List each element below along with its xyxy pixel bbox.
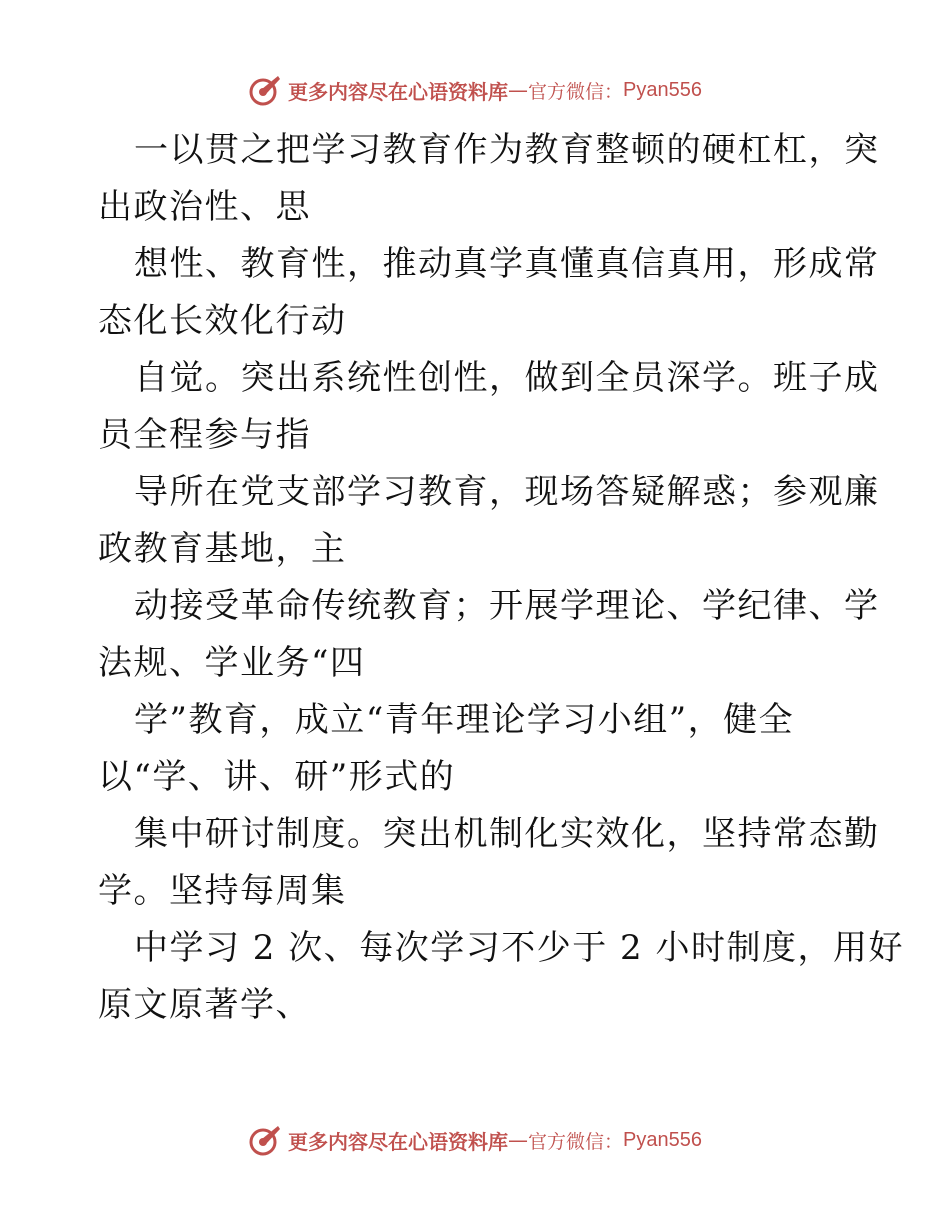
text-line: 出政治性、思 <box>98 187 311 227</box>
footer-wechat-account: Pyan556 <box>623 1128 702 1151</box>
text-line: 态化长效化行动 <box>98 301 347 341</box>
text-line: 中学习 2 次、每次学习不少于 2 小时制度，用好 <box>134 928 904 968</box>
paragraph <box>98 350 880 464</box>
text-line: 政教育基地，主 <box>98 529 347 569</box>
footer-wechat-label: 官方微信： <box>528 1130 624 1153</box>
document-body <box>98 122 904 1034</box>
text-line: 以“学、讲、研”形式的 <box>98 757 456 797</box>
header-wechat-account: Pyan556 <box>623 78 702 101</box>
footer-brand: 更多内容尽在心语资料库 <box>288 1129 508 1154</box>
text-line: 想性、教育性，推动真学真懂真信真用，形成常 <box>134 244 880 284</box>
paragraph <box>98 692 858 806</box>
text-line: 集中研讨制度。突出机制化实效化，坚持常态勤 <box>134 814 880 854</box>
paragraph <box>98 806 880 920</box>
text-line: 员全程参与指 <box>98 415 311 455</box>
footer-watermark <box>0 1120 950 1160</box>
paragraph <box>98 464 880 578</box>
header-watermark <box>0 70 950 110</box>
pen-nib-circle-icon <box>248 73 282 107</box>
header-wechat-label: 官方微信： <box>528 80 624 103</box>
text-line: 原文原著学、 <box>98 985 311 1025</box>
text-line: 学”教育，成立“青年理论学习小组”，健全 <box>134 700 795 740</box>
paragraph <box>98 920 904 1034</box>
header-brand: 更多内容尽在心语资料库 <box>288 79 508 104</box>
text-line: 法规、学业务“四 <box>98 643 366 683</box>
text-line: 一以贯之把学习教育作为教育整顿的硬杠杠，突 <box>134 130 880 170</box>
header-dash: — <box>508 78 528 102</box>
paragraph <box>98 122 880 236</box>
paragraph <box>98 236 880 350</box>
pen-nib-circle-icon <box>248 1123 282 1157</box>
text-line: 导所在党支部学习教育，现场答疑解惑；参观廉 <box>134 472 880 512</box>
text-line: 学。坚持每周集 <box>98 871 347 911</box>
text-line: 自觉。突出系统性创性，做到全员深学。班子成 <box>134 358 880 398</box>
paragraph <box>98 578 880 692</box>
text-line: 动接受革命传统教育；开展学理论、学纪律、学 <box>134 586 880 626</box>
footer-dash: — <box>508 1128 528 1152</box>
